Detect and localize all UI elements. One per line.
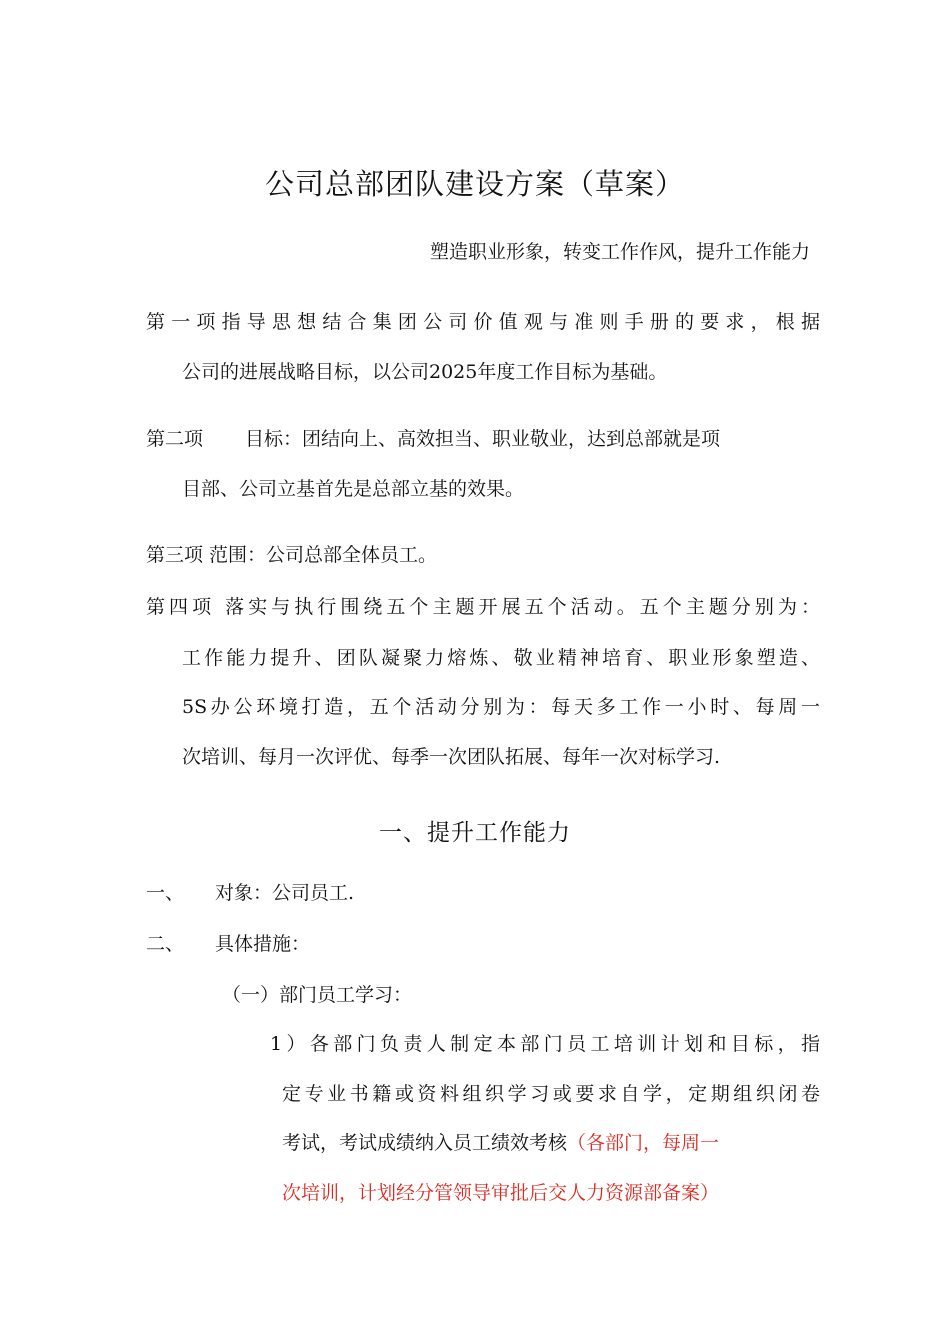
item4-line4: 次培训、每月一次评优、每季一次团队拓展、每年一次对标学习.: [182, 746, 721, 768]
measure1-line4-highlight: 次培训，计划经分管领导审批后交人力资源部备案）: [282, 1182, 720, 1204]
item1-line1: 第一项指导思想结合集团公司价值观与准则手册的要求，根据: [146, 311, 820, 333]
measure1-line3-highlight: （各部门，每周一: [567, 1132, 720, 1154]
item2-line1: 目标：团结向上、高效担当、职业敬业，达到总部就是项: [245, 428, 721, 450]
document-subtitle: 塑造职业形象，转变工作作风，提升工作能力: [429, 241, 810, 263]
measure1-line1: 1）各部门负责人制定本部门员工培训计划和目标，指: [270, 1033, 820, 1055]
document-title: 公司总部团队建设方案（草案）: [264, 167, 685, 201]
item4-line3: 5S办公环境打造，五个活动分别为：每天多工作一小时、每周一: [182, 696, 820, 718]
item1-line2: 公司的进展战略目标，以公司2025年度工作目标为基础。: [182, 361, 668, 383]
item3-line1: 第三项 范围：公司总部全体员工。: [146, 544, 438, 566]
section-heading: 一、提升工作能力: [379, 820, 571, 846]
item4-line2: 工作能力提升、团队凝聚力熔炼、敬业精神培育、职业形象塑造、: [182, 647, 820, 669]
point1-text: 对象：公司员工.: [215, 882, 355, 904]
measure1-line2: 定专业书籍或资料组织学习或要求自学，定期组织闭卷: [282, 1083, 820, 1105]
item2-line2: 目部、公司立基首先是总部立基的效果。: [182, 478, 525, 500]
point1-number: 一、: [146, 882, 185, 904]
item2-label: 第二项: [146, 428, 204, 450]
measure1-line3-text: 考试，考试成绩纳入员工绩效考核: [282, 1132, 568, 1154]
point2-text: 具体措施：: [215, 933, 311, 955]
item4-line1: 第四项 落实与执行围绕五个主题开展五个活动。五个主题分别为：: [146, 596, 820, 618]
measure1-line3: [282, 1131, 719, 1155]
point2-number: 二、: [146, 933, 185, 955]
subsection-heading: （一）部门员工学习：: [222, 984, 413, 1006]
